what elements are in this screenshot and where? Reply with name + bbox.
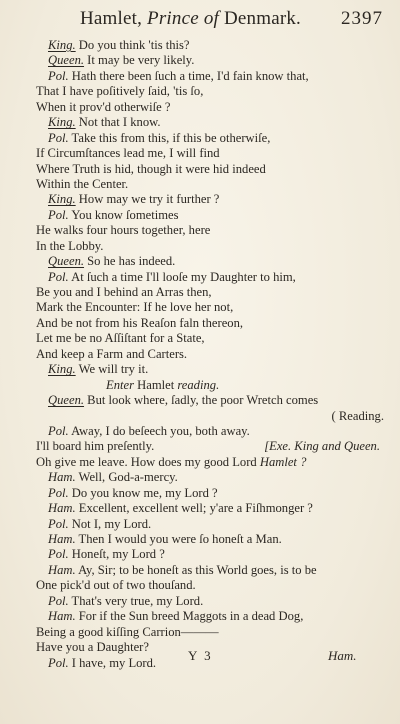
text-line	[36, 69, 376, 84]
speaker-name: Queen.	[48, 53, 85, 68]
text-line	[36, 38, 376, 53]
speaker-name: Ham.	[48, 470, 76, 485]
line-text: Within the Center.	[36, 176, 129, 191]
stage-direction: Enter	[106, 377, 134, 392]
speaker-name: Pol.	[48, 655, 69, 670]
line-text: That I have poſitively ſaid, 'tis ſo,	[36, 84, 204, 99]
speaker-name: King.	[48, 192, 76, 207]
text-line	[36, 223, 376, 238]
line-text: In the Lobby.	[36, 238, 104, 253]
stage-direction-right: ( Reading.	[331, 408, 384, 423]
running-header	[0, 8, 400, 36]
speaker-name: Pol.	[48, 485, 69, 500]
text-line	[36, 408, 384, 424]
text-line	[36, 547, 376, 562]
line-text: Do you know me, my Lord ?	[68, 485, 218, 500]
speaker-name: Pol.	[48, 68, 69, 83]
speaker-name: Pol.	[48, 130, 69, 145]
line-text: Take this from this, if this be otherwiſe,	[68, 130, 271, 145]
text-line	[36, 316, 376, 331]
line-text: So he has indeed.	[84, 254, 176, 269]
text-line	[36, 208, 376, 223]
text-line	[36, 239, 376, 254]
line-text: Then I would you were ſo honeſt a Man.	[75, 532, 282, 546]
line-text: Oh give me leave. How does my good Lord	[36, 454, 260, 469]
text-line	[36, 131, 376, 146]
exit-direction: [Exe. King and Queen.	[264, 439, 380, 454]
line-text: We will try it.	[75, 362, 149, 377]
line-text: Honeſt, my Lord ?	[68, 547, 165, 562]
text-line	[36, 84, 376, 99]
line-text: Be you and I behind an Arras then,	[36, 285, 212, 299]
text-line	[36, 486, 376, 501]
text-line	[36, 594, 376, 609]
text-line	[36, 578, 376, 593]
text-line	[36, 331, 376, 346]
text-line	[36, 501, 376, 516]
speaker-name: Ham.	[48, 562, 76, 577]
speaker-name: King.	[48, 38, 76, 52]
line-text: That's very true, my Lord.	[68, 593, 204, 608]
text-line	[36, 439, 380, 454]
stage-direction: reading.	[177, 377, 220, 392]
line-text: You know ſometimes	[68, 207, 179, 222]
text-line	[36, 162, 376, 177]
text-line	[36, 254, 376, 269]
line-text: One pick'd out of two thouſand.	[36, 578, 196, 593]
text-line	[36, 424, 376, 439]
text-line	[36, 532, 376, 547]
text-line	[36, 285, 376, 300]
line-text: Let me be no Aſſiſtant for a State,	[36, 331, 205, 346]
line-text: If Circumſtances lead me, I will find	[36, 146, 220, 161]
line-text: Being a good kiſſing Carrion———	[36, 624, 219, 639]
line-text: And keep a Farm and Carters.	[36, 346, 188, 361]
text-line	[36, 393, 376, 408]
play-text	[36, 38, 384, 671]
line-text: Excellent, excellent well; y'are a Fiſhmonger ?	[75, 501, 313, 516]
text-line	[36, 115, 376, 130]
text-line	[36, 177, 376, 192]
running-title	[80, 8, 301, 30]
text-line	[36, 270, 376, 285]
catchword: Ham.	[328, 648, 357, 663]
title-part-b: Prince of	[147, 8, 220, 29]
line-text: Not that I know.	[75, 115, 161, 130]
line-text: Mark the Encounter: If he love her not,	[36, 300, 234, 315]
page-footer	[0, 648, 400, 670]
text-line	[36, 455, 376, 470]
speaker-name: Ham.	[48, 609, 76, 624]
line-text: And be not from his Reaſon faln thereon,	[36, 315, 244, 330]
page-number: 2397	[341, 8, 383, 29]
line-text: He walks four hours together, here	[36, 223, 211, 238]
line-text: Have you a Daughter?	[36, 640, 149, 655]
speaker-name: Queen.	[48, 393, 85, 408]
line-text: I have, my Lord.	[68, 655, 157, 670]
speaker-name: Pol.	[48, 547, 69, 562]
line-text: Well, God-a-mercy.	[75, 470, 178, 485]
name-italic: Hamlet ?	[259, 454, 307, 469]
text-line	[36, 625, 376, 640]
speaker-name: Pol.	[48, 269, 69, 284]
speaker-name: Pol.	[48, 423, 69, 438]
line-text: Not I, my Lord.	[68, 516, 152, 531]
text-line	[36, 347, 376, 362]
text-line	[36, 100, 376, 115]
line-text: Ay, Sir; to be honeſt as this World goes, is to be	[75, 562, 317, 577]
speaker-name: Pol.	[48, 207, 69, 222]
text-line	[36, 192, 376, 207]
line-text: Hath there been ſuch a time, I'd fain know that,	[68, 68, 309, 83]
line-text: When it prov'd otherwiſe ?	[36, 99, 171, 114]
title-part-c: Denmark.	[219, 8, 302, 29]
line-text: But look where, ſadly, the poor Wretch comes	[84, 393, 319, 408]
line-text: I'll board him preſently.	[36, 439, 155, 454]
line-text: It may be very likely.	[84, 53, 195, 68]
speaker-name: Ham.	[48, 532, 76, 546]
text-line	[36, 470, 376, 485]
text-line	[36, 378, 376, 393]
line-text: Where Truth is hid, though it were hid indeed	[36, 161, 266, 176]
text-line	[36, 517, 376, 532]
text-line	[36, 563, 376, 578]
speaker-name: King.	[48, 362, 76, 377]
text-line	[36, 53, 376, 68]
speaker-name: Ham.	[48, 501, 76, 516]
text-line	[36, 362, 376, 377]
speaker-name: Pol.	[48, 593, 69, 608]
speaker-name: King.	[48, 115, 76, 130]
title-part-a: Hamlet,	[80, 8, 148, 29]
text-line	[36, 300, 376, 315]
text-line	[36, 146, 376, 161]
speaker-name: Pol.	[48, 516, 69, 531]
line-text: For if the Sun breed Maggots in a dead Dog,	[75, 609, 304, 624]
signature-mark: Y 3	[188, 648, 213, 663]
line-text: Do you think 'tis this?	[75, 38, 190, 52]
line-text: At ſuch a time I'll looſe my Daughter to him,	[68, 269, 296, 284]
line-text: Hamlet	[133, 377, 178, 392]
line-text: Away, I do beſeech you, both away.	[68, 423, 250, 438]
line-text: How may we try it further ?	[75, 192, 220, 207]
text-line	[36, 609, 376, 624]
speaker-name: Queen.	[48, 254, 85, 269]
